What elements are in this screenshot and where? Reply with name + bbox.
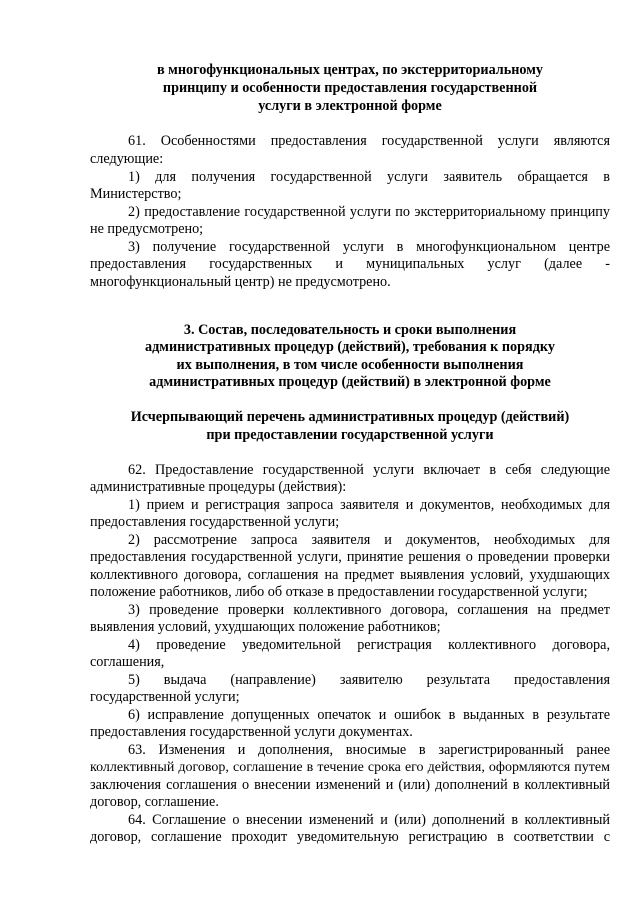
paragraph-line: 64. Соглашение о внесении изменений и (или) дополнений в коллективный bbox=[128, 812, 610, 828]
paragraph-line: 1) для получения государственной услуги заявитель обращается в bbox=[128, 169, 610, 185]
paragraph-line: коллективного договора, соглашения на предмет выявления условий, ухудшающих bbox=[90, 567, 610, 583]
paragraph-line: выявления условий, ухудшающих положение работников; bbox=[90, 619, 441, 635]
paragraph-line: предоставления государственных и муниципальных услуг (далее - bbox=[90, 256, 610, 272]
section-heading-line: их выполнения, в том числе особенности выполнения bbox=[176, 357, 524, 373]
heading-line: в многофункциональных центрах, по экстерриториальному bbox=[156, 62, 544, 78]
paragraph-line: заключения соглашения о внесении изменений и (или) дополнений в коллективный bbox=[90, 777, 610, 793]
subheading-line: при предоставлении государственной услуги bbox=[206, 427, 494, 443]
paragraph-line: Министерство; bbox=[90, 186, 182, 202]
paragraph-line: коллективный договор, соглашение в течение срока его действия, оформляются путем bbox=[90, 760, 610, 775]
paragraph-line: 61. Особенностями предоставления государственной услуги являются bbox=[128, 133, 610, 149]
heading-line: принципу и особенности предоставления государственной bbox=[162, 80, 538, 96]
paragraph-line: положение работников, либо об отказе в предоставлении государственной услуги; bbox=[90, 584, 588, 600]
paragraph-line: договор, соглашение. bbox=[90, 794, 219, 810]
paragraph-line: 2) предоставление государственной услуги по экстерриториальному принципу bbox=[128, 204, 610, 220]
paragraph-line: многофункциональный центр) не предусмотрено. bbox=[90, 274, 391, 290]
paragraph-line: 3) проведение проверки коллективного договора, соглашения на предмет bbox=[128, 602, 610, 618]
paragraph-line: соглашения, bbox=[90, 654, 165, 670]
paragraph-line: 5) выдача (направление) заявителю результата предоставления bbox=[128, 672, 610, 688]
paragraph-line: следующие: bbox=[90, 151, 164, 167]
paragraph-line: 2) рассмотрение запроса заявителя и документов, необходимых для bbox=[128, 532, 610, 548]
section-heading-line: административных процедур (действий), требования к порядку bbox=[145, 339, 555, 355]
subheading-line: Исчерпывающий перечень административных процедур (действий) bbox=[130, 409, 570, 425]
paragraph-line: не предусмотрено; bbox=[90, 221, 204, 237]
paragraph-line: предоставления государственной услуги; bbox=[90, 514, 340, 530]
paragraph-line: государственной услуги; bbox=[90, 689, 240, 705]
paragraph-line: административные процедуры (действия): bbox=[90, 479, 347, 495]
paragraph-line: предоставления государственной услуги, принятие решения о проведении проверки bbox=[90, 549, 610, 565]
heading-line: услуги в электронной форме bbox=[258, 98, 442, 114]
paragraph-line: предоставления государственной услуги документах. bbox=[90, 724, 413, 740]
paragraph-line: 62. Предоставление государственной услуги включает в себя следующие bbox=[128, 462, 610, 478]
section-heading-line: административных процедур (действий) в электронной форме bbox=[149, 374, 551, 390]
section-heading-line: 3. Состав, последовательность и сроки выполнения bbox=[183, 322, 517, 338]
paragraph-line: 1) прием и регистрация запроса заявителя и документов, необходимых для bbox=[128, 497, 610, 513]
paragraph-line: 3) получение государственной услуги в многофункциональном центре bbox=[128, 239, 610, 255]
paragraph-line: 6) исправление допущенных опечаток и ошибок в выданных в результате bbox=[128, 707, 610, 723]
paragraph-line: 4) проведение уведомительной регистрация коллективного договора, bbox=[128, 637, 610, 653]
paragraph-line: договор, соглашение проходит уведомительную регистрацию в соответствии с bbox=[90, 829, 610, 845]
paragraph-line: 63. Изменения и дополнения, вносимые в зарегистрированный ранее bbox=[128, 742, 610, 758]
